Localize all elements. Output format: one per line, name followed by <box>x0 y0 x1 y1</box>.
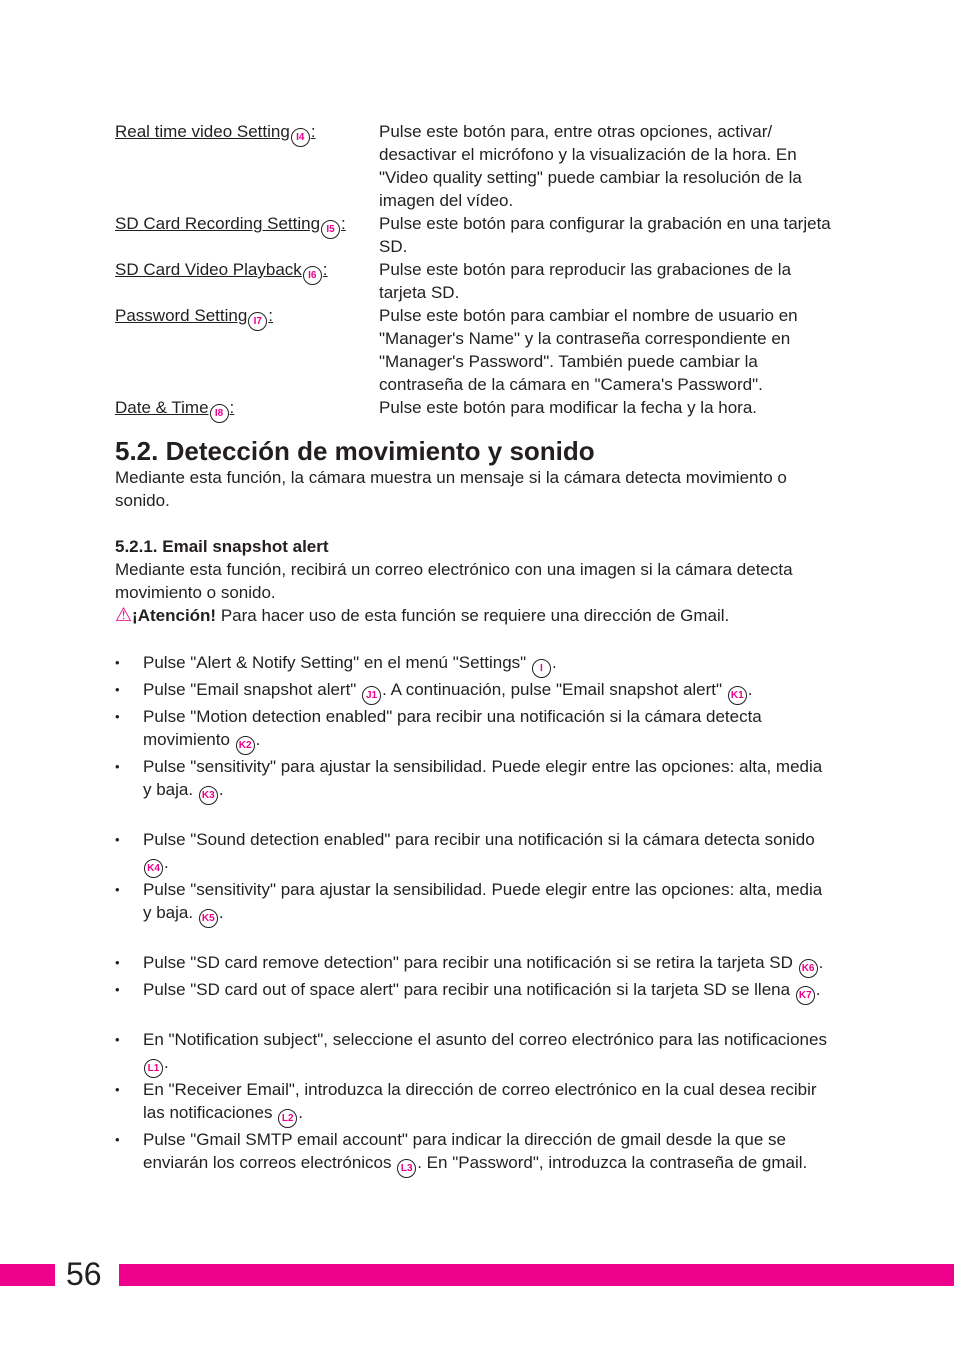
table-row: Real time video Setting I4 : Pulse este botón para, entre otras opciones, activar/ desactivar el micrófono y la visualización de la hora. En "Video quality setting" puede cambiar la resolución de la imagen del vídeo. <box>115 120 835 212</box>
footer-bar-right <box>119 1264 954 1286</box>
warning-text: Para hacer uso de esta función se requiere una dirección de Gmail. <box>216 606 730 625</box>
callout-badge: K5 <box>199 909 218 928</box>
section-title: 5.2. Detección de movimiento y sonido <box>115 436 595 466</box>
setting-label: Real time video Setting <box>115 122 290 141</box>
subsection-title: 5.2.1. Email snapshot alert <box>115 537 329 556</box>
list-item: • Pulse "Alert & Notify Setting" en el menú "Settings" I . <box>115 651 835 678</box>
setting-desc: Pulse este botón para cambiar el nombre de usuario en "Manager's Name" y la contraseña correspondiente en "Manager's Password". También puede cambiar la contraseña de la cámara en "Camera's Password". <box>379 306 798 394</box>
callout-badge: I4 <box>291 128 310 147</box>
callout-badge: K7 <box>796 986 815 1005</box>
list-item: • Pulse "Motion detection enabled" para recibir una notificación si la cámara detecta movimiento K2 . <box>115 705 835 755</box>
list-item: • En "Notification subject", seleccione el asunto del correo electrónico para las notificaciones L1 . <box>115 1028 835 1078</box>
list-item: • Pulse "sensitivity" para ajustar la sensibilidad. Puede elegir entre las opciones: alta, media y baja. K5 . <box>115 878 835 928</box>
setting-label: SD Card Video Playback <box>115 260 302 279</box>
setting-desc: Pulse este botón para configurar la grabación en una tarjeta SD. <box>379 214 831 256</box>
warning-icon: ⚠ <box>115 605 133 626</box>
page-number: 56 <box>66 1256 102 1292</box>
list-item: • Pulse "sensitivity" para ajustar la sensibilidad. Puede elegir entre las opciones: alta, media y baja. K3 . <box>115 755 835 805</box>
section-intro: Mediante esta función, la cámara muestra un mensaje si la cámara detecta movimiento o sonido. <box>115 468 787 510</box>
table-row: Password Setting I7 : Pulse este botón para cambiar el nombre de usuario en "Manager's Name" y la contraseña correspondiente en "Manager's Password". También puede cambiar la contraseña de la cámara en "Camera's Password". <box>115 304 835 396</box>
callout-badge: L2 <box>278 1109 297 1128</box>
callout-badge: K3 <box>199 786 218 805</box>
table-row: SD Card Video Playback I6 : Pulse este botón para reproducir las grabaciones de la tarjeta SD. <box>115 258 835 304</box>
table-row: SD Card Recording Setting I5 : Pulse este botón para configurar la grabación en una tarjeta SD. <box>115 212 835 258</box>
list-item: • Pulse "SD card remove detection" para recibir una notificación si se retira la tarjeta SD K6 . <box>115 951 835 978</box>
footer-bar-left <box>0 1264 55 1286</box>
setting-desc: Pulse este botón para, entre otras opciones, activar/ desactivar el micrófono y la visualización de la hora. En "Video quality setting" puede cambiar la resolución de la imagen del vídeo. <box>379 122 802 210</box>
callout-badge: I5 <box>321 220 340 239</box>
list-item: • Pulse "Gmail SMTP email account" para indicar la dirección de gmail desde la que se enviarán los correos electrónicos L3 . En "Password", introduzca la contraseña de gmail. <box>115 1128 835 1178</box>
setting-desc: Pulse este botón para modificar la fecha y la hora. <box>379 398 757 417</box>
list-item: • En "Receiver Email", introduzca la dirección de correo electrónico en la cual desea recibir las notificaciones L2 . <box>115 1078 835 1128</box>
subsection-intro: Mediante esta función, recibirá un correo electrónico con una imagen si la cámara detecta movimiento o sonido. <box>115 560 793 602</box>
instruction-list <box>115 651 835 1178</box>
callout-badge: L3 <box>397 1159 416 1178</box>
warning-label: ¡Atención! <box>132 606 217 625</box>
callout-badge: K1 <box>728 686 747 705</box>
list-item: • Pulse "SD card out of space alert" para recibir una notificación si la tarjeta SD se llena K7 . <box>115 978 835 1005</box>
callout-badge: K6 <box>799 959 818 978</box>
callout-badge: I8 <box>210 404 229 423</box>
callout-badge: L1 <box>144 1059 163 1078</box>
setting-label: Password Setting <box>115 306 248 325</box>
callout-badge: I <box>532 659 551 678</box>
settings-table <box>115 120 835 423</box>
callout-badge: I6 <box>303 266 322 285</box>
warning-note <box>115 604 840 627</box>
table-row: Date & Time I8 : Pulse este botón para modificar la fecha y la hora. <box>115 396 835 423</box>
list-item: • Pulse "Email snapshot alert" J1 . A continuación, pulse "Email snapshot alert" K1 . <box>115 678 835 705</box>
callout-badge: J1 <box>362 686 381 705</box>
setting-label: Date & Time <box>115 398 209 417</box>
callout-badge: I7 <box>248 312 267 331</box>
callout-badge: K4 <box>144 859 163 878</box>
setting-label: SD Card Recording Setting <box>115 214 321 233</box>
callout-badge: K2 <box>236 736 255 755</box>
setting-desc: Pulse este botón para reproducir las grabaciones de la tarjeta SD. <box>379 260 792 302</box>
list-item: • Pulse "Sound detection enabled" para recibir una notificación si la cámara detecta sonido K4 . <box>115 828 835 878</box>
